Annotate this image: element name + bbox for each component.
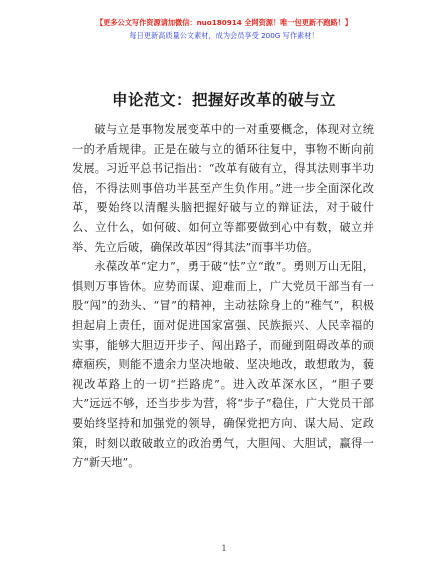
document-body	[72, 120, 374, 473]
promo-banner	[0, 16, 448, 42]
paragraph-2: 永葆改革“定力”，勇于破“怯”立“敢”。勇则万山无阻，惧则万事皆休。应势而谋、迎难而上，广大党员干部当有一股“闯”的劲头、“冒”的精神，主动祛除身上的“稚气”，积极担起肩上责任，面对促进国家富强、民族振兴、人民幸福的实事，能够大胆迈开步子、闯出路子，而碰到阻碍改革的顽瘴痼疾，则能不遗余力坚决地破、坚决地改，敢想敢为，藐视改革路上的一切“拦路虎”。进入改革深水区，“胆子要大”远远不够，还当步步为营，将“步子”稳住，广大党员干部要始终坚持和加强党的领导，确保党把方向、谋大局、定政策，时刻以敢破敢立的政治勇气，大胆闯、大胆试，赢得一方“新天地”。	[72, 260, 374, 470]
paragraph-1: 破与立是事物发展变革中的一对重要概念，体现对立统一的矛盾规律。正是在破与立的循环往复中，事物不断向前发展。习近平总书记指出：“改革有破有立，得其法则事半功倍，不得法则事倍功半甚至产生负作用。”进一步全面深化改革，要始终以清醒头脑把握好破与立的辩证法，对于破什么、立什么，如何破、如何立等都要做到心中有数，破立并举、先立后破，确保改革因“得其法”而事半功倍。	[72, 123, 374, 254]
document-title: 申论范文：把握好改革的破与立	[111, 90, 336, 109]
promo-banner-line-1: 【更多公文写作资源请加微信：nuo180914 全网资源！唯一包更新不跑路！】	[95, 18, 353, 27]
page-number: 1	[221, 544, 227, 553]
promo-banner-line-2: 每日更新高质量公文素材，成为会员享受 200G 写作素材！	[129, 31, 319, 40]
